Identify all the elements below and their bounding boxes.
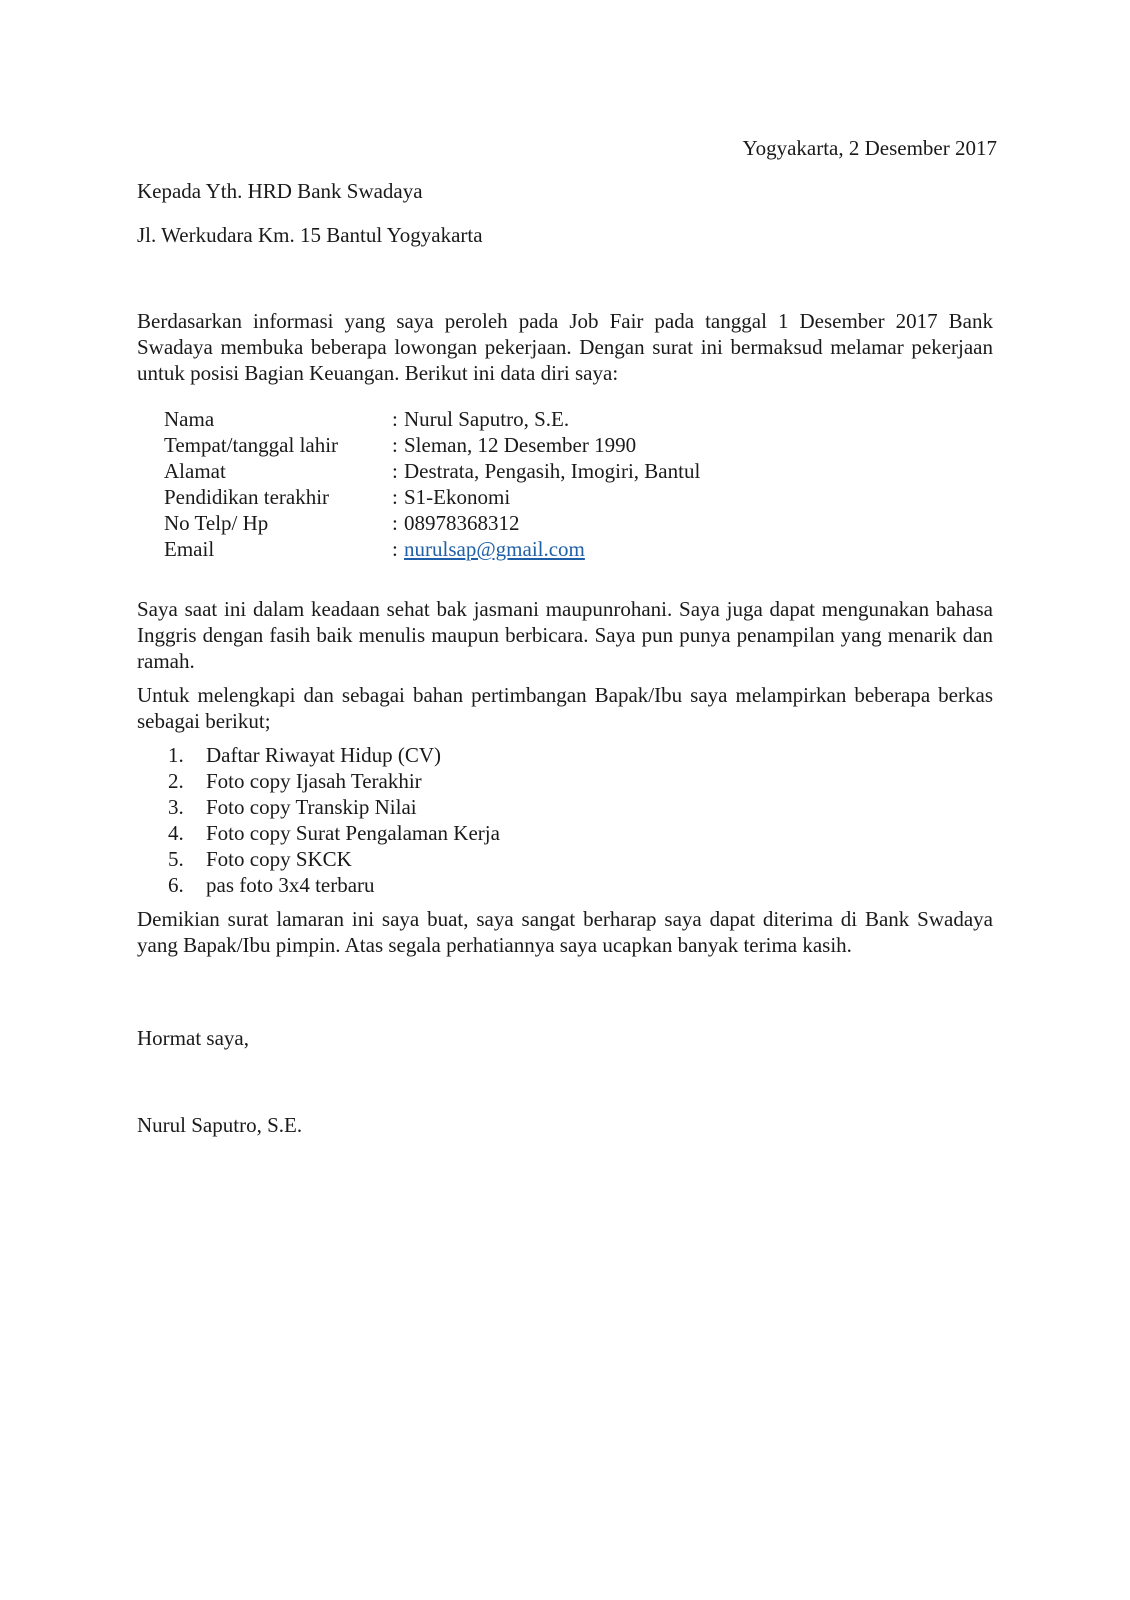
condition-paragraph: Saya saat ini dalam keadaan sehat bak jasmani maupunrohani. Saya juga dapat mengunakan bahasa Inggris dengan fasih baik menulis maupun berbicara. Saya pun punya penampilan yang menarik dan ramah.: [137, 597, 993, 673]
bio-separator: :: [392, 537, 398, 561]
bio-label: Alamat: [164, 459, 226, 483]
bio-value: 08978368312: [404, 511, 520, 535]
bio-row-name: [164, 406, 700, 432]
intro-paragraph: Berdasarkan informasi yang saya peroleh pada Job Fair pada tanggal 1 Desember 2017 Bank Swadaya membuka beberapa lowongan pekerjaan. Dengan surat ini bermaksud melamar pekerjaan untuk posisi Bagian Keuangan. Berikut ini data diri saya:: [137, 309, 993, 385]
list-item: [168, 872, 500, 898]
bio-value: Nurul Saputro, S.E.: [404, 407, 570, 431]
list-item-text: Foto copy Transkip Nilai: [206, 795, 417, 819]
bio-separator: :: [392, 407, 398, 431]
bio-separator: :: [392, 485, 398, 509]
email-link[interactable]: nurulsap@gmail.com: [404, 537, 585, 561]
bio-label: Email: [164, 537, 215, 561]
list-item: [168, 820, 500, 846]
list-item: [168, 768, 500, 794]
list-item-number: 1.: [168, 743, 184, 767]
bio-row-education: [164, 484, 700, 510]
bio-row-phone: [164, 510, 700, 536]
bio-row-birth: [164, 432, 700, 458]
bio-separator: :: [392, 433, 398, 457]
list-item-text: Foto copy Ijasah Terakhir: [206, 769, 422, 793]
bio-separator: :: [392, 511, 398, 535]
list-item: [168, 742, 500, 768]
list-item-number: 4.: [168, 821, 184, 845]
list-item: [168, 846, 500, 872]
list-item-text: Foto copy SKCK: [206, 847, 352, 871]
list-item-number: 3.: [168, 795, 184, 819]
bio-label: Pendidikan terakhir: [164, 485, 330, 509]
bio-value: S1-Ekonomi: [404, 485, 511, 509]
list-item-number: 2.: [168, 769, 184, 793]
date-line: Yogyakarta, 2 Desember 2017: [742, 136, 997, 160]
list-item-number: 5.: [168, 847, 184, 871]
list-item-text: Foto copy Surat Pengalaman Kerja: [206, 821, 500, 845]
list-item-text: pas foto 3x4 terbaru: [206, 873, 375, 897]
closing-paragraph: Demikian surat lamaran ini saya buat, saya sangat berharap saya dapat diterima di Bank Swadaya yang Bapak/Ibu pimpin. Atas segala perhatiannya saya ucapkan banyak terima kasih.: [137, 907, 993, 957]
recipient-line-1: Kepada Yth. HRD Bank Swadaya: [137, 179, 423, 203]
attachments-intro-paragraph: Untuk melengkapi dan sebagai bahan pertimbangan Bapak/Ibu saya melampirkan beberapa berkas sebagai berikut;: [137, 683, 993, 733]
bio-label: Nama: [164, 407, 215, 431]
list-item: [168, 794, 500, 820]
bio-label: No Telp/ Hp: [164, 511, 269, 535]
bio-row-address: [164, 458, 700, 484]
bio-value: Destrata, Pengasih, Imogiri, Bantul: [404, 459, 701, 483]
bio-separator: :: [392, 459, 398, 483]
list-item-text: Daftar Riwayat Hidup (CV): [206, 743, 442, 767]
bio-row-email: [164, 536, 700, 562]
attachments-list: [168, 742, 500, 898]
recipient-address: Jl. Werkudara Km. 15 Bantul Yogyakarta: [137, 223, 483, 247]
personal-data-table: [164, 406, 700, 562]
signer-name: Nurul Saputro, S.E.: [137, 1113, 303, 1137]
list-item-number: 6.: [168, 873, 184, 897]
bio-label: Tempat/tanggal lahir: [164, 433, 339, 457]
bio-value: Sleman, 12 Desember 1990: [404, 433, 637, 457]
salutation: Hormat saya,: [137, 1026, 249, 1050]
